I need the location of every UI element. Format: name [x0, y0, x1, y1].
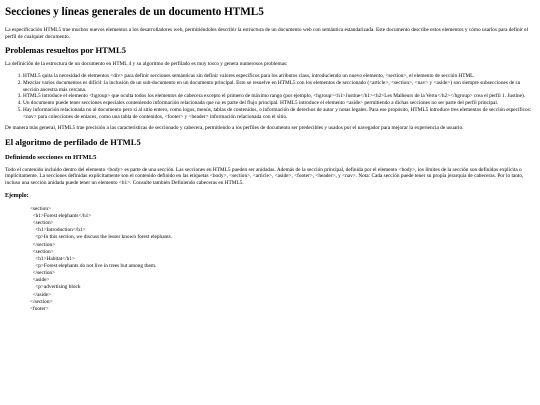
- problems-heading: Problemas resueltos por HTML5: [5, 45, 127, 56]
- sections-paragraph: Todo el contenido incluido dentro del elemento <body> es parte de una sección. Las secciones en HTML5 pueden ser anidadas. Además de la sección principal, definida por el elemento <body>, los límites de la sección son definidos explícita o implícitamente. La secciones definidas explícitamente son el contenido definido en las etiquetas <body>, <section>, <article>, <aside>, <footer>, <header>, y <nav>. Nota: Cada sección puede tener su propia jerarquía de cabeceras. Por lo tanto, incluso una sección anidada puede tener un elemento <h1>. Consulte también Definiendo cabeceras en HTML5.: [5, 166, 524, 187]
- problems-list: [5, 73, 535, 120]
- sections-subheading: Definiendo secciones en HTML5: [5, 154, 97, 162]
- page-title: Secciones y líneas generales de un documento HTML5: [5, 6, 264, 18]
- example-label: Ejemplo:: [5, 192, 29, 199]
- code-example: <section> <h1>Forest elephants</h1> <section> <h1>Introduction</h1> <p>In this section, we discuss the lesser known forest elephants. </section> <section> <h1>Habitat</h1> <p>Forest elephants do not live in trees but among them. </section> <aside> <p>advertising block </aside> </section> <footer>: [30, 205, 173, 312]
- problems-lead: La definición de la estructura de un documento en HTML 4 y su algoritmo de perfilado es muy tosco y genera numerosos problemas:: [5, 61, 288, 68]
- list-item: 3. HTML5 introduce el elemento <hgroup> que oculta todos los elementos de cabecera excepto el primero de máximo rango (por ejemplo, <hgroup><h1>Justine</h1><h2>Les Malheurs de la Vertu</h2></hgroup> crea el perfil 1. Justine).: [23, 93, 535, 100]
- list-item: 2. Mezclar varios documentos es difícil: la inclusión de un sub-documento en un documento principal. Esto se resuelve en HTML5 con los elementos de seccionado (<article>, <section>, <nav> y <aside>) son siempre subsecciones de su sección ancestra más cercana.: [23, 80, 535, 94]
- problems-summary: De manera más general, HTML5 trae precisión a las características de seccionado y cabecera, permitiendo a los perfiles de documento ser predecibles y usados por el navegador para mejorar la experiencia de usuario.: [5, 125, 464, 132]
- algorithm-heading: El algoritmo de perfilado de HTML5: [5, 137, 141, 148]
- list-item: 1. HTML5 quita la necesidad de elementos <div> para definir secciones semánticas sin definir valores específicos para los atributos class, introduciendo un nuevo elemento, <section>, el elemento de sección HTML.: [23, 73, 535, 80]
- intro-paragraph: La especificación HTML5 trae muchos nuevos elementos a los desarrolladores web, permitiéndoles describir la estructura de un documento web con semántica estandarizada. Este documento describe estos elementos y cómo usarlos para definir el perfil de cualquier documento.: [5, 26, 529, 40]
- list-item: 5. Hay información relacionada no al documento pero sí al sitio entero, como logos, menús, tablas de contenidos, o información de derechos de autor y notas legales. Para ese propósito, HTML5 introduce tres elementos de sección específicos: <nav> para colecciones de enlaces, como una tabla de contenidos, <footer> y <header> información relacionada con el sitio.: [23, 107, 535, 121]
- list-item: 4. Un documento puede tener secciones especiales conteniendo información relacionada que no es parte del flujo principal. HTML5 introduce el elemento <aside> permitiendo a dichas secciones no ser parte del perfil principal.: [23, 100, 535, 107]
